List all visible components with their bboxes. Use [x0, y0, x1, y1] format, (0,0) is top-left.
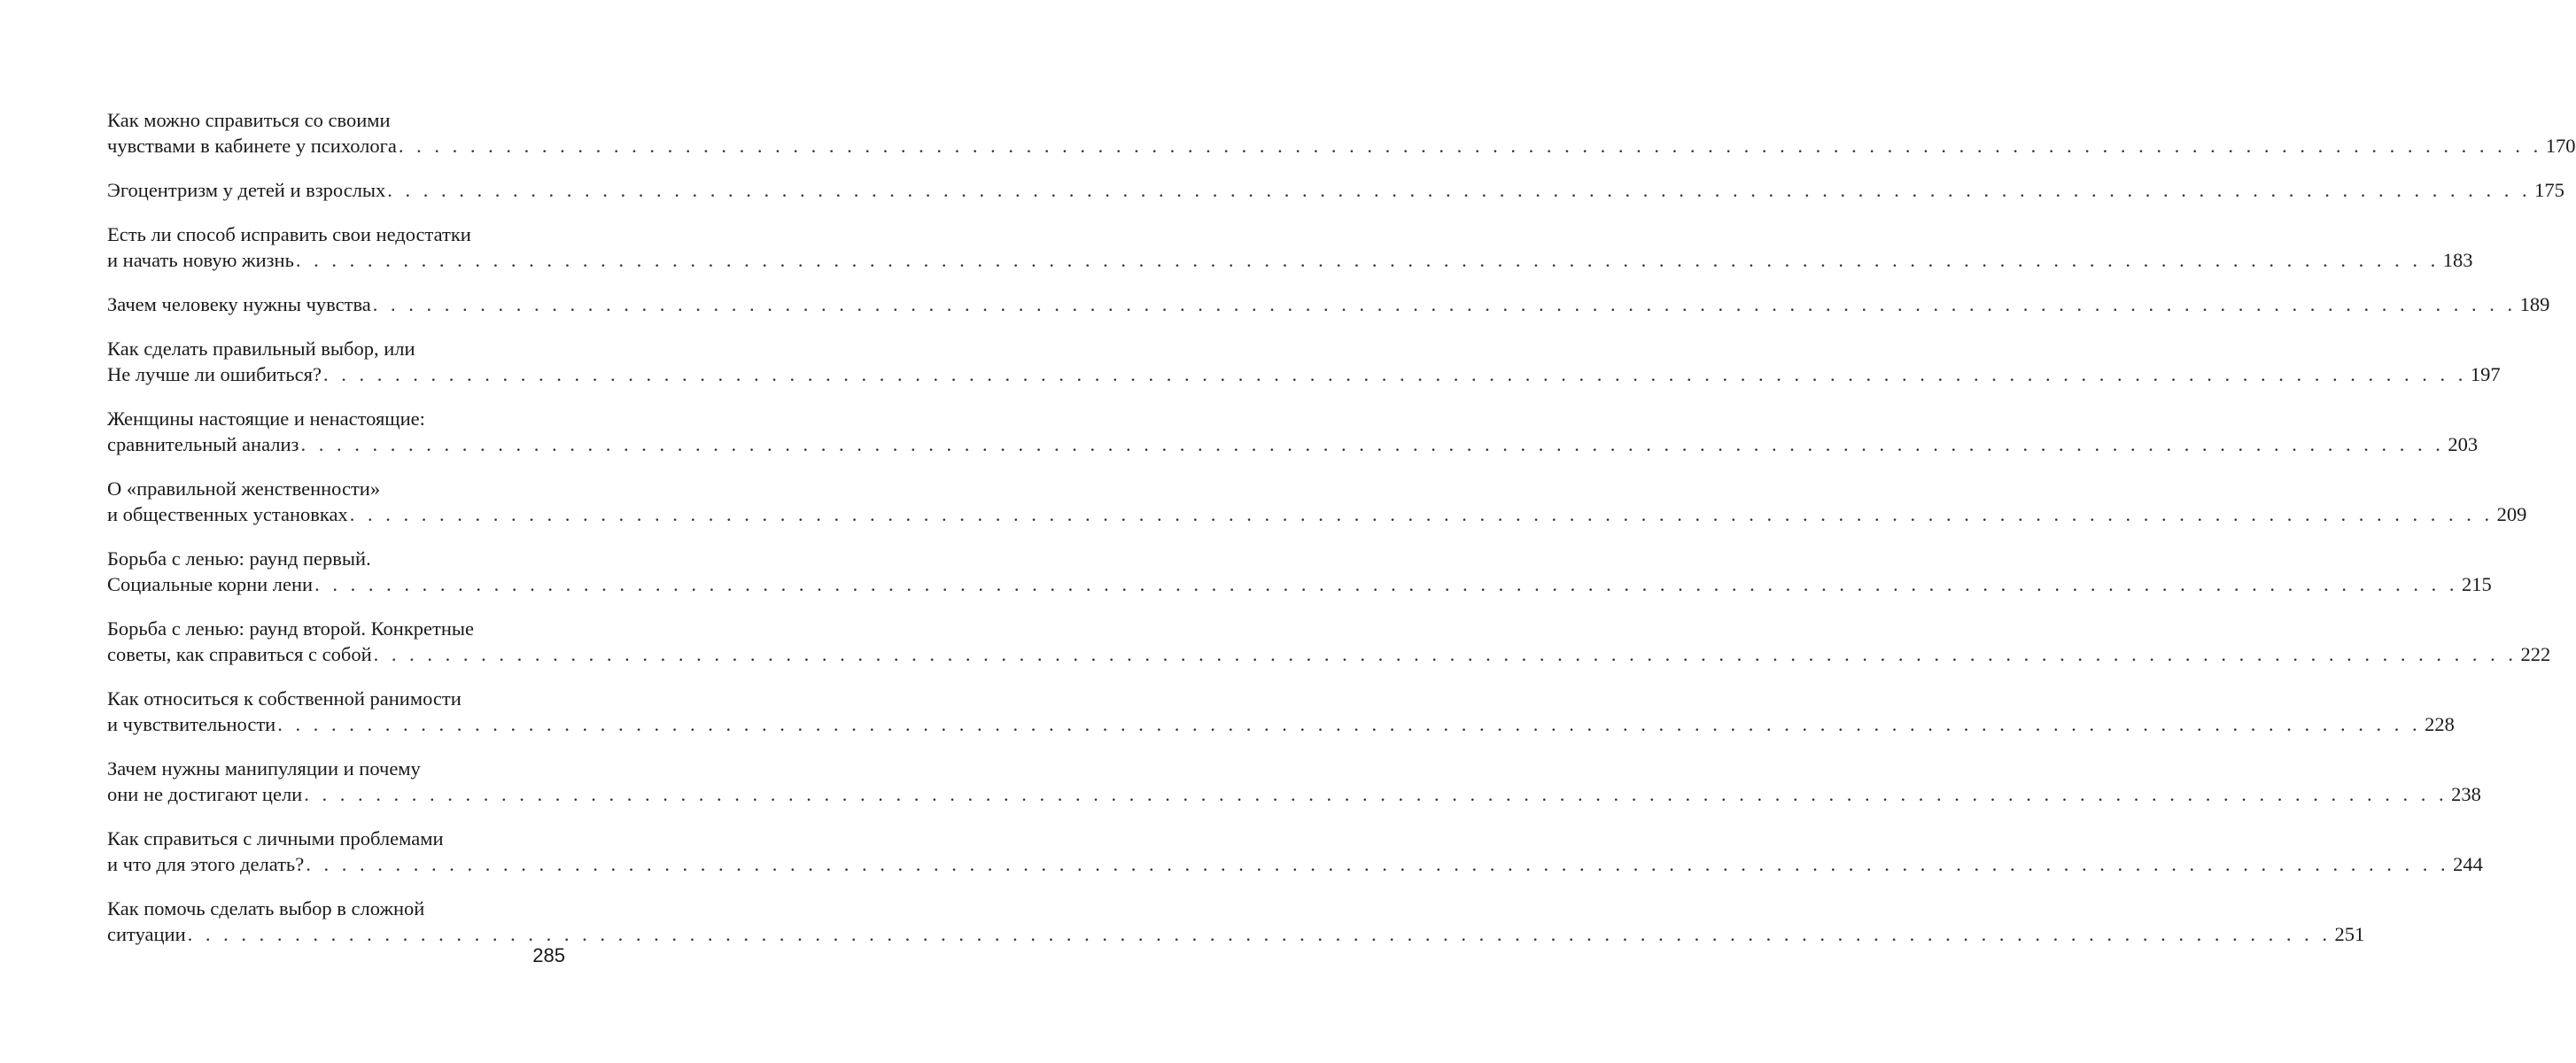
dot-leader: . . . . . . . . . . . . . . . . . . . . . . . . . . . . . . . . . . . . . . . . . . . . . . . . . . . . . . . . . . . . . . . . . . . . . . . . . . . . . . . . . . . . . . . . . . . . . . . . . . . . . . . . . . . . . . . . . . . . . . . . — [372, 293, 2517, 315]
toc-entry-page-number: 203 — [2448, 433, 2479, 455]
toc-entry-last-line — [107, 291, 2550, 317]
toc-entry-page-number: 189 — [2519, 293, 2550, 315]
toc-entry-page-number: 183 — [2442, 249, 2473, 271]
dot-leader: . . . . . . . . . . . . . . . . . . . . . . . . . . . . . . . . . . . . . . . . . . . . . . . . . . . . . . . . . . . . . . . . . . . . . . . . . . . . . . . . . . . . . . . . . . . . . . . . . . . . . . . . . . . . . . . . . . . . . . . . — [323, 363, 2467, 385]
dot-leader: . . . . . . . . . . . . . . . . . . . . . . . . . . . . . . . . . . . . . . . . . . . . . . . . . . . . . . . . . . . . . . . . . . . . . . . . . . . . . . . . . . . . . . . . . . . . . . . . . . . . . . . . . . . . . . . . . . . . . . . . — [306, 853, 2450, 875]
toc-entry-title-line: Эгоцентризм у детей и взрослых — [107, 179, 386, 201]
toc-entry-title-line: Зачем человеку нужны чувства — [107, 293, 371, 315]
toc-entry — [107, 406, 2479, 457]
toc-entry-last-line — [107, 177, 2564, 203]
toc-entry-page-number: 222 — [2520, 643, 2551, 665]
toc-entry-last-line — [107, 247, 2473, 273]
toc-entry-page-number: 170 — [2545, 135, 2576, 157]
toc-entry-last-line — [107, 571, 2492, 597]
toc-entry-page-number: 251 — [2334, 923, 2365, 945]
toc-entry-last-line — [107, 851, 2483, 877]
dot-leader: . . . . . . . . . . . . . . . . . . . . . . . . . . . . . . . . . . . . . . . . . . . . . . . . . . . . . . . . . . . . . . . . . . . . . . . . . . . . . . . . . . . . . . . . . . . . . . . . . . . . . . . . . . . . . . . . . . . . . . . . — [295, 249, 2440, 271]
dot-leader: . . . . . . . . . . . . . . . . . . . . . . . . . . . . . . . . . . . . . . . . . . . . . . . . . . . . . . . . . . . . . . . . . . . . . . . . . . . . . . . . . . . . . . . . . . . . . . . . . . . . . . . . . . . . . . . . . . . . . . . . — [398, 135, 2542, 157]
toc-entry-title-line: Женщины настоящие и ненастоящие: — [107, 407, 425, 430]
page-number: 285 — [532, 944, 565, 966]
toc-entry-title-line: Как помочь сделать выбор в сложной — [107, 897, 425, 919]
toc-entry-title-line: Как можно справиться со своими — [107, 109, 391, 131]
toc-entry-title-line: чувствами в кабинете у психолога — [107, 135, 397, 157]
toc-entry-page-number: 244 — [2453, 853, 2483, 875]
dot-leader: . . . . . . . . . . . . . . . . . . . . . . . . . . . . . . . . . . . . . . . . . . . . . . . . . . . . . . . . . . . . . . . . . . . . . . . . . . . . . . . . . . . . . . . . . . . . . . . . . . . . . . . . . . . . . . . . . . . . . . . . — [349, 503, 2494, 525]
dot-leader: . . . . . . . . . . . . . . . . . . . . . . . . . . . . . . . . . . . . . . . . . . . . . . . . . . . . . . . . . . . . . . . . . . . . . . . . . . . . . . . . . . . . . . . . . . . . . . . . . . . . . . . . . . . . . . . . . . . . . . . . — [373, 643, 2518, 665]
toc-entry-last-line — [107, 781, 2481, 807]
toc-entry — [107, 221, 2473, 273]
toc-entry — [107, 107, 2576, 159]
dot-leader: . . . . . . . . . . . . . . . . . . . . . . . . . . . . . . . . . . . . . . . . . . . . . . . . . . . . . . . . . . . . . . . . . . . . . . . . . . . . . . . . . . . . . . . . . . . . . . . . . . . . . . . . . . . . . . . . . . . . . . . . — [300, 433, 2445, 455]
toc-entry-title-line: они не достигают цели — [107, 783, 303, 805]
toc-entry-page-number: 209 — [2496, 503, 2527, 525]
toc-entry-last-line — [107, 133, 2576, 159]
toc-entry-last-line — [107, 431, 2479, 457]
toc-entry-title-line: и что для этого делать? — [107, 853, 305, 875]
dot-leader: . . . . . . . . . . . . . . . . . . . . . . . . . . . . . . . . . . . . . . . . . . . . . . . . . . . . . . . . . . . . . . . . . . . . . . . . . . . . . . . . . . . . . . . . . . . . . . . . . . . . . . . . . . . . . . . . . . . . . . . . — [314, 573, 2458, 595]
dot-leader: . . . . . . . . . . . . . . . . . . . . . . . . . . . . . . . . . . . . . . . . . . . . . . . . . . . . . . . . . . . . . . . . . . . . . . . . . . . . . . . . . . . . . . . . . . . . . . . . . . . . . . . . . . . . . . . . . . . . . . . . — [304, 783, 2448, 805]
dot-leader: . . . . . . . . . . . . . . . . . . . . . . . . . . . . . . . . . . . . . . . . . . . . . . . . . . . . . . . . . . . . . . . . . . . . . . . . . . . . . . . . . . . . . . . . . . . . . . . . . . . . . . . . . . . . . . . . . . . . . . . . — [387, 179, 2532, 201]
toc-entry-title-line: Борьба с ленью: раунд второй. Конкретные — [107, 617, 474, 640]
toc-entry-last-line — [107, 361, 2501, 387]
toc-entry — [107, 546, 2492, 597]
toc-entry-page-number: 228 — [2425, 713, 2455, 735]
toc-entry-title-line: О «правильной женственности» — [107, 477, 381, 500]
toc-entry — [107, 336, 2501, 387]
dot-leader: . . . . . . . . . . . . . . . . . . . . . . . . . . . . . . . . . . . . . . . . . . . . . . . . . . . . . . . . . . . . . . . . . . . . . . . . . . . . . . . . . . . . . . . . . . . . . . . . . . . . . . . . . . . . . . . . . . . . . . . . — [187, 923, 2332, 945]
toc-entry-title-line: сравнительный анализ — [107, 433, 299, 455]
toc-entry-last-line — [107, 921, 2365, 947]
toc-entry-title-line: Не лучше ли ошибиться? — [107, 363, 322, 385]
toc-entry — [107, 476, 2527, 527]
toc-entry — [107, 177, 2564, 203]
toc-entry-last-line — [107, 641, 2551, 667]
toc-entry-page-number: 197 — [2470, 363, 2501, 385]
toc-entry-page-number: 238 — [2451, 783, 2481, 805]
toc-entry-page-number: 215 — [2461, 573, 2492, 595]
toc-entry-title-line: Борьба с ленью: раунд первый. — [107, 547, 371, 570]
toc-entry-title-line: Есть ли способ исправить свои недостатки — [107, 223, 471, 245]
toc-entry — [107, 826, 2483, 877]
toc-entry-title-line: и начать новую жизнь — [107, 249, 294, 271]
toc-entry — [107, 616, 2551, 667]
toc-entry-title-line: Социальные корни лени — [107, 573, 314, 595]
toc-entry-last-line — [107, 501, 2527, 527]
toc-entry — [107, 686, 2455, 737]
table-of-contents — [107, 107, 2576, 966]
toc-entry-title-line: Как сделать правильный выбор, или — [107, 338, 415, 360]
toc-entry-page-number: 175 — [2534, 179, 2564, 201]
toc-entry-title-line: и чувствительности — [107, 713, 276, 735]
toc-entry-title-line: советы, как справиться с собой — [107, 643, 372, 665]
toc-entry-title-line: и общественных установках — [107, 503, 348, 525]
toc-entry-title-line: Как относиться к собственной ранимости — [107, 687, 462, 710]
toc-entry — [107, 896, 2365, 947]
dot-leader: . . . . . . . . . . . . . . . . . . . . . . . . . . . . . . . . . . . . . . . . . . . . . . . . . . . . . . . . . . . . . . . . . . . . . . . . . . . . . . . . . . . . . . . . . . . . . . . . . . . . . . . . . . . . . . . . . . . . . . . . — [277, 713, 2422, 735]
toc-entry-title-line: Зачем нужны манипуляции и почему — [107, 757, 421, 780]
toc-entry-title-line: Как справиться с личными проблемами — [107, 827, 444, 850]
toc-entry-last-line — [107, 711, 2455, 737]
toc-entry — [107, 291, 2550, 317]
toc-entry-title-line: ситуации — [107, 923, 186, 945]
toc-entry — [107, 756, 2481, 807]
